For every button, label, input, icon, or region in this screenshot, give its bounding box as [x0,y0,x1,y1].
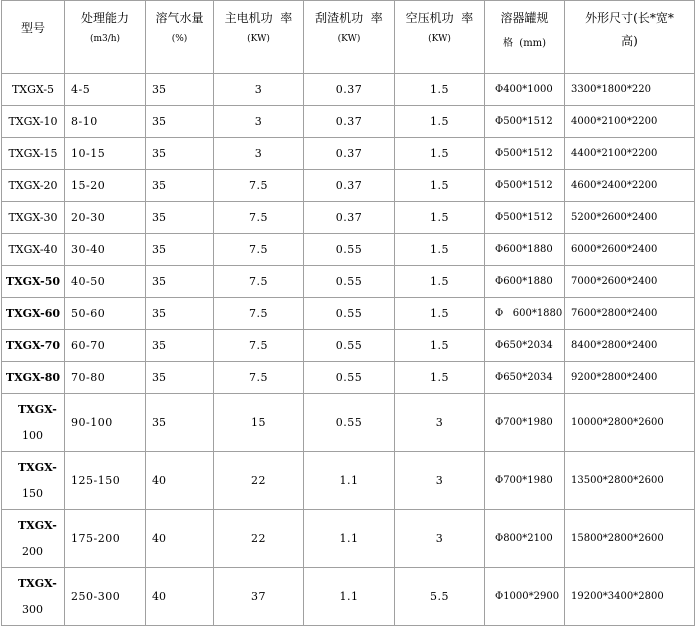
cell-main-motor-power: 15 [214,394,304,452]
cell-dimensions: 13500*2800*2600 [565,452,695,510]
cell-dissolved-water: 35 [146,138,214,170]
cell-scraper-power: 1.1 [304,452,395,510]
cell-dimensions: 9200*2800*2400 [565,362,695,394]
cell-compressor-power: 3 [395,394,485,452]
cell-model: TXGX-80 [2,362,65,394]
cell-compressor-power: 1.5 [395,170,485,202]
cell-model [2,452,65,510]
cell-capacity: 4-5 [65,74,146,106]
cell-dissolved-water: 35 [146,266,214,298]
cell-model [2,568,65,626]
table-row [2,298,695,330]
cell-capacity: 50-60 [65,298,146,330]
cell-dissolved-water: 35 [146,394,214,452]
cell-capacity: 10-15 [65,138,146,170]
cell-compressor-power: 1.5 [395,234,485,266]
header-capacity: 处理能力 (m3/h) [65,1,146,74]
cell-scraper-power: 0.37 [304,74,395,106]
table-row [2,452,695,510]
cell-dimensions: 4000*2100*2200 [565,106,695,138]
cell-model [2,394,65,452]
cell-capacity: 30-40 [65,234,146,266]
model-number: 150 [22,486,43,500]
table-row [2,138,695,170]
header-tank-spec: 溶器罐规 格 (mm) [485,1,565,74]
cell-dimensions: 15800*2800*2600 [565,510,695,568]
cell-main-motor-power: 22 [214,510,304,568]
cell-main-motor-power: 3 [214,74,304,106]
cell-capacity: 90-100 [65,394,146,452]
table-row [2,202,695,234]
cell-model: TXGX-20 [2,170,65,202]
cell-compressor-power: 3 [395,510,485,568]
cell-dissolved-water: 35 [146,170,214,202]
cell-capacity: 60-70 [65,330,146,362]
cell-model: TXGX-70 [2,330,65,362]
cell-dimensions: 5200*2600*2400 [565,202,695,234]
model-number: 300 [22,602,43,616]
cell-compressor-power: 5.5 [395,568,485,626]
cell-capacity: 70-80 [65,362,146,394]
cell-dimensions: 10000*2800*2600 [565,394,695,452]
cell-model: TXGX-30 [2,202,65,234]
table-row [2,234,695,266]
cell-scraper-power: 0.37 [304,170,395,202]
cell-main-motor-power: 7.5 [214,202,304,234]
cell-scraper-power: 0.37 [304,202,395,234]
table-header-row [2,1,695,74]
cell-compressor-power: 1.5 [395,202,485,234]
cell-dissolved-water: 40 [146,452,214,510]
model-prefix: TXGX- [18,576,57,590]
table-row [2,362,695,394]
cell-dissolved-water: 35 [146,330,214,362]
cell-dissolved-water: 35 [146,202,214,234]
cell-dimensions: 4400*2100*2200 [565,138,695,170]
cell-tank-spec: Φ 600*1880 [485,298,565,330]
table-row [2,74,695,106]
cell-model [2,510,65,568]
cell-tank-spec: Φ650*2034 [485,330,565,362]
header-dimensions: 外形尺寸(长*宽* 高) [565,1,695,74]
table-row [2,330,695,362]
cell-main-motor-power: 7.5 [214,362,304,394]
cell-compressor-power: 3 [395,452,485,510]
cell-scraper-power: 0.37 [304,106,395,138]
cell-capacity: 20-30 [65,202,146,234]
cell-capacity: 250-300 [65,568,146,626]
cell-tank-spec: Φ800*2100 [485,510,565,568]
cell-scraper-power: 0.55 [304,330,395,362]
cell-capacity: 8-10 [65,106,146,138]
cell-dimensions: 7600*2800*2400 [565,298,695,330]
cell-main-motor-power: 7.5 [214,266,304,298]
cell-model: TXGX-50 [2,266,65,298]
cell-dissolved-water: 35 [146,298,214,330]
cell-model: TXGX-10 [2,106,65,138]
header-scraper-power: 刮渣机功 率 (KW) [304,1,395,74]
cell-model: TXGX-5 [2,74,65,106]
cell-tank-spec: Φ650*2034 [485,362,565,394]
cell-tank-spec: Φ400*1000 [485,74,565,106]
cell-dimensions: 7000*2600*2400 [565,266,695,298]
cell-dimensions: 4600*2400*2200 [565,170,695,202]
cell-compressor-power: 1.5 [395,298,485,330]
cell-compressor-power: 1.5 [395,138,485,170]
cell-tank-spec: Φ600*1880 [485,234,565,266]
cell-compressor-power: 1.5 [395,362,485,394]
cell-compressor-power: 1.5 [395,330,485,362]
cell-scraper-power: 0.55 [304,394,395,452]
cell-compressor-power: 1.5 [395,74,485,106]
model-number: 200 [22,544,43,558]
cell-model: TXGX-15 [2,138,65,170]
cell-scraper-power: 0.55 [304,298,395,330]
table-row [2,170,695,202]
cell-tank-spec: Φ500*1512 [485,138,565,170]
cell-tank-spec: Φ700*1980 [485,452,565,510]
cell-scraper-power: 0.55 [304,266,395,298]
cell-dissolved-water: 35 [146,362,214,394]
cell-tank-spec: Φ1000*2900 [485,568,565,626]
table-row [2,106,695,138]
cell-scraper-power: 0.37 [304,138,395,170]
cell-dissolved-water: 35 [146,74,214,106]
model-prefix: TXGX- [18,402,57,416]
cell-main-motor-power: 7.5 [214,330,304,362]
cell-main-motor-power: 3 [214,138,304,170]
cell-main-motor-power: 37 [214,568,304,626]
cell-dimensions: 8400*2800*2400 [565,330,695,362]
cell-dimensions: 3300*1800*220 [565,74,695,106]
cell-scraper-power: 1.1 [304,568,395,626]
specification-table [1,0,695,626]
model-number: 100 [22,428,43,442]
header-dissolved-water: 溶气水量 (%) [146,1,214,74]
cell-main-motor-power: 7.5 [214,170,304,202]
table-row [2,510,695,568]
cell-capacity: 175-200 [65,510,146,568]
header-compressor-power: 空压机功 率 (KW) [395,1,485,74]
cell-capacity: 15-20 [65,170,146,202]
cell-capacity: 40-50 [65,266,146,298]
cell-dissolved-water: 40 [146,568,214,626]
cell-tank-spec: Φ500*1512 [485,170,565,202]
cell-scraper-power: 1.1 [304,510,395,568]
model-prefix: TXGX- [18,518,57,532]
cell-tank-spec: Φ600*1880 [485,266,565,298]
cell-dissolved-water: 35 [146,234,214,266]
cell-tank-spec: Φ500*1512 [485,106,565,138]
cell-dissolved-water: 35 [146,106,214,138]
header-model: 型号 [2,1,65,74]
cell-main-motor-power: 7.5 [214,298,304,330]
model-prefix: TXGX- [18,460,57,474]
cell-main-motor-power: 7.5 [214,234,304,266]
cell-tank-spec: Φ500*1512 [485,202,565,234]
cell-compressor-power: 1.5 [395,106,485,138]
cell-dissolved-water: 40 [146,510,214,568]
table-row [2,266,695,298]
cell-dimensions: 6000*2600*2400 [565,234,695,266]
cell-tank-spec: Φ700*1980 [485,394,565,452]
cell-main-motor-power: 3 [214,106,304,138]
cell-model: TXGX-60 [2,298,65,330]
cell-scraper-power: 0.55 [304,362,395,394]
cell-capacity: 125-150 [65,452,146,510]
header-main-motor-power: 主电机功 率 (KW) [214,1,304,74]
cell-compressor-power: 1.5 [395,266,485,298]
cell-main-motor-power: 22 [214,452,304,510]
cell-scraper-power: 0.55 [304,234,395,266]
table-row [2,568,695,626]
cell-model: TXGX-40 [2,234,65,266]
table-row [2,394,695,452]
cell-dimensions: 19200*3400*2800 [565,568,695,626]
